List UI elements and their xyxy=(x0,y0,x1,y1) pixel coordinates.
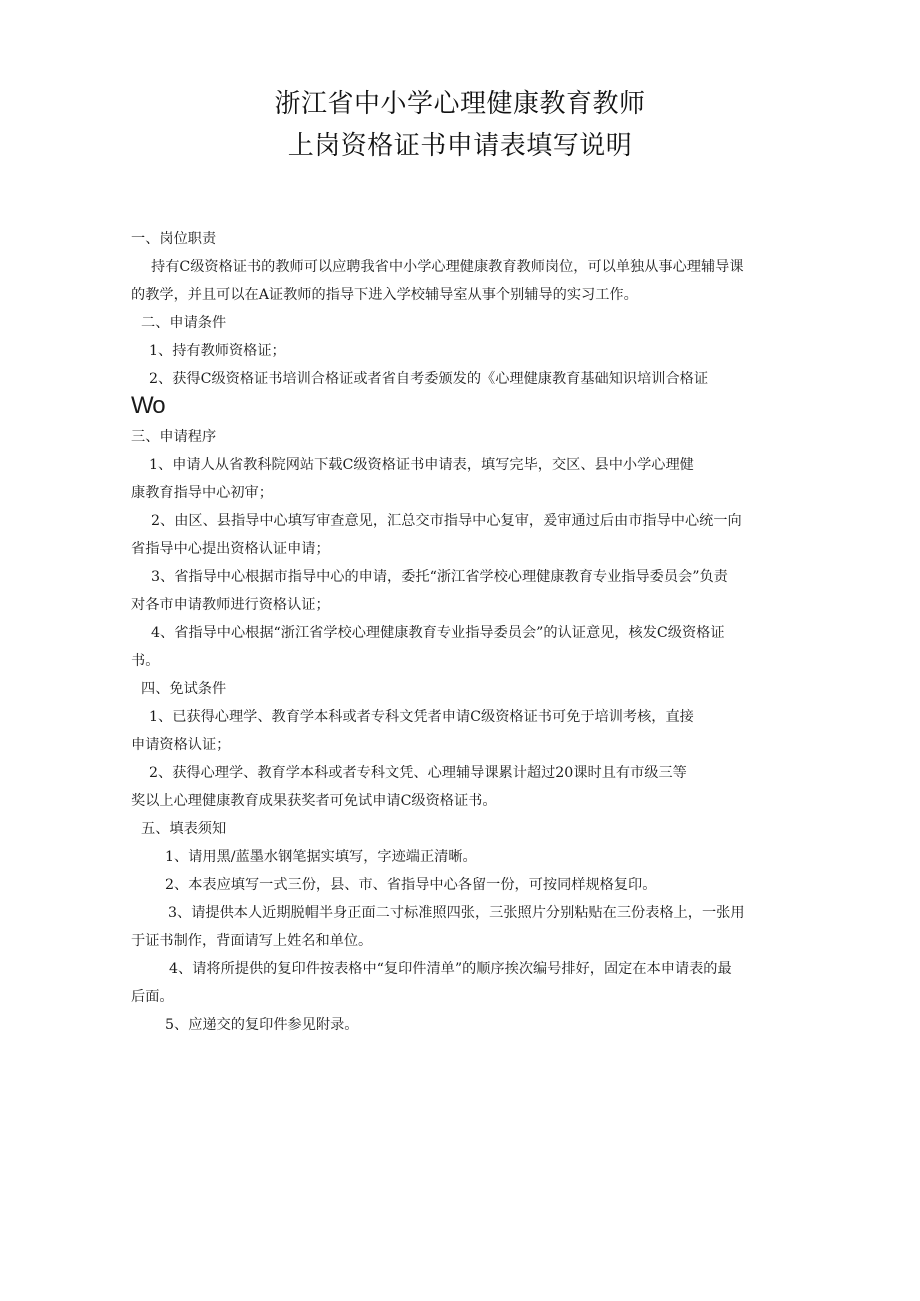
section-heading-instructions: 五、填表须知 xyxy=(141,821,227,837)
section-heading-conditions: 二、申请条件 xyxy=(141,315,227,331)
list-item: 3、省指导中心根据市指导中心的申请，委托“浙江省学校心理健康教育专业指导委员会”负责 xyxy=(151,569,728,585)
list-item-continuation: 书。 xyxy=(131,653,160,669)
list-item: 1、持有教师资格证； xyxy=(149,343,286,359)
list-item: 2、获得C级资格证书培训合格证或者省自考委颁发的《心理健康教育基础知识培训合格证 xyxy=(149,371,709,387)
list-item: 1、已获得心理学、教育学本科或者专科文凭者申请C级资格证书可免于培训考核，直接 xyxy=(149,709,694,725)
list-item: 5、应递交的复印件参见附录。 xyxy=(165,1017,359,1033)
title-line-2: 上岗资格证书申请表填写说明 xyxy=(287,131,633,161)
title-line-1: 浙江省中小学心理健康教育教师 xyxy=(274,89,646,119)
section-heading-exemption: 四、免试条件 xyxy=(141,681,227,697)
document-body xyxy=(131,225,801,1039)
paragraph-line: 的教学，并且可以在A证教师的指导下进入学校辅导室从事个别辅导的实习工作。 xyxy=(131,287,638,303)
list-item-continuation: 奖以上心理健康教育成果获奖者可免试申请C级资格证书。 xyxy=(131,793,497,809)
list-item: 3、请提供本人近期脱帽半身正面二寸标准照四张，三张照片分别粘贴在三份表格上，一张用 xyxy=(168,905,745,921)
list-item: 1、请用黑/蓝墨水钢笔据实填写，字迹端正清晰。 xyxy=(165,849,477,865)
list-item: 2、由区、县指导中心填写审查意见，汇总交市指导中心复审，爰审通过后由市指导中心统一向 xyxy=(151,513,742,529)
list-item: 2、本表应填写一式三份，县、市、省指导中心各留一份，可按同样规格复印。 xyxy=(165,877,657,893)
list-item-continuation: 申请资格认证； xyxy=(131,737,231,753)
list-item: 2、获得心理学、教育学本科或者专科文凭、心理辅导课累计超过20课时且有市级三等 xyxy=(149,765,687,781)
list-item-continuation: Wo xyxy=(131,393,165,419)
list-item: 1、申请人从省教科院网站下载C级资格证书申请表，填写完毕，交区、县中小学心理健 xyxy=(149,457,694,473)
list-item-continuation: 对各市申请教师进行资格认证； xyxy=(131,597,330,613)
list-item: 4、省指导中心根据“浙江省学校心理健康教育专业指导委员会”的认证意见，核发C级资格证 xyxy=(151,625,725,641)
paragraph-line: 持有C级资格证书的教师可以应聘我省中小学心理健康教育教师岗位，可以单独从事心理辅导课 xyxy=(151,259,744,275)
list-item-continuation: 康教育指导中心初审； xyxy=(131,485,273,501)
document-title xyxy=(0,84,920,166)
section-heading-duties: 一、岗位职责 xyxy=(131,231,217,247)
section-heading-procedure: 三、申请程序 xyxy=(131,429,217,445)
list-item-continuation: 后面。 xyxy=(131,989,174,1005)
list-item: 4、请将所提供的复印件按表格中“复印件清单”的顺序挨次编号排好，固定在本申请表的最 xyxy=(169,961,732,977)
list-item-continuation: 于证书制作，背面请写上姓名和单位。 xyxy=(131,933,373,949)
list-item-continuation: 省指导中心提出资格认证申请； xyxy=(131,541,330,557)
